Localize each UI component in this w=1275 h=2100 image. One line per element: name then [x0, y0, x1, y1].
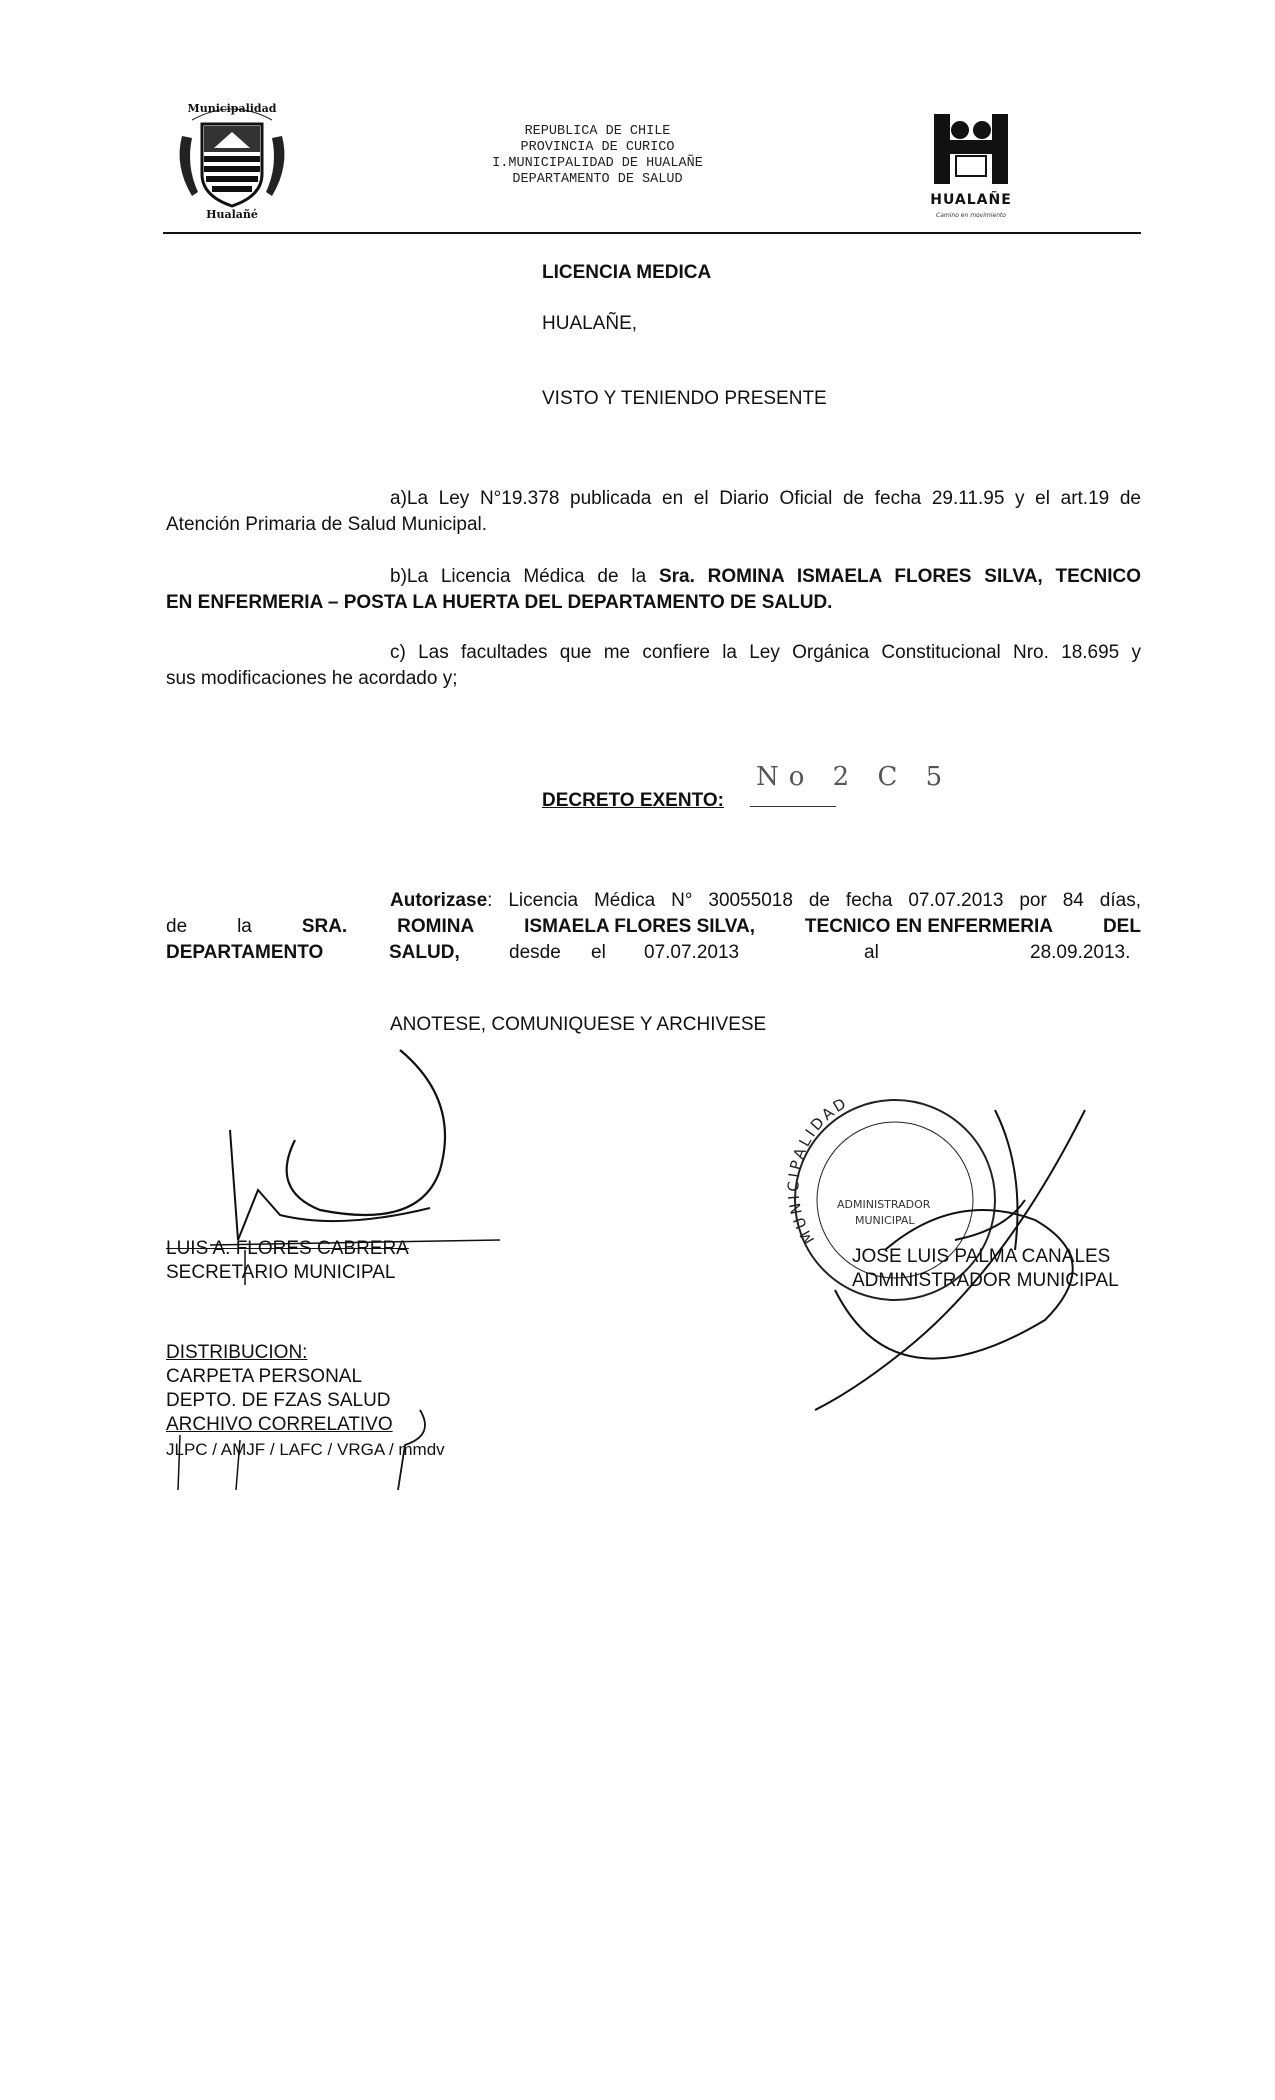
distribution-heading: DISTRIBUCION: [166, 1342, 308, 1363]
paragraph-b-prefix: b)La Licencia Médica de la [390, 566, 647, 587]
decreto-number-line [750, 806, 836, 807]
left-signer-name: LUIS A. FLORES CABRERA [166, 1238, 409, 1259]
left-handwritten-signature [200, 1040, 540, 1300]
paragraph-a-line2: Atención Primaria de Salud Municipal. [166, 514, 488, 535]
paragraph-c-line1: c) Las facultades que me confiere la Ley Orgánica Constitucional Nro. 18.695 y [390, 642, 1141, 663]
stamp-line1: ADMINISTRADOR [837, 1198, 931, 1211]
line3-departamento: DEPARTAMENTO [166, 942, 324, 963]
paragraph-c-line2: sus modificaciones he acordado y; [166, 668, 458, 689]
document-title: LICENCIA MEDICA [542, 262, 712, 283]
line2-name: ISMAELA FLORES SILVA, [524, 916, 755, 937]
right-signer-title: ADMINISTRADOR MUNICIPAL [852, 1270, 1119, 1291]
logo-tagline: Camino en movimiento [936, 212, 1006, 219]
distribution-item-archivo: ARCHIVO CORRELATIVO [166, 1414, 393, 1435]
distribution-item-carpeta: CARPETA PERSONAL [166, 1366, 363, 1387]
distribution-item-depto: DEPTO. DE FZAS SALUD [166, 1390, 391, 1411]
stamp-line2: MUNICIPAL [855, 1214, 915, 1227]
line3-al: al [864, 942, 879, 963]
org-line-department: DEPARTAMENTO DE SALUD [512, 172, 683, 187]
closing-line: ANOTESE, COMUNIQUESE Y ARCHIVESE [390, 1014, 767, 1035]
hualane-logo [912, 108, 1030, 220]
line3-salud: SALUD, [389, 942, 460, 963]
line3-el: el [591, 942, 606, 963]
header-divider [163, 232, 1141, 234]
org-line-country: REPUBLICA DE CHILE [524, 124, 671, 139]
crest-top-text: Municipalidad [187, 102, 277, 115]
municipal-crest-logo [174, 96, 290, 220]
logo-name: HUALAÑE [930, 192, 1012, 208]
place-line: HUALAÑE, [542, 313, 638, 334]
line3-end-date: 28.09.2013. [1030, 942, 1131, 963]
org-line-province: PROVINCIA DE CURICO [520, 140, 675, 155]
line2-position: TECNICO EN ENFERMERIA [804, 916, 1053, 937]
autorizase-line2 [166, 914, 1141, 940]
org-line-municipality: I.MUNICIPALIDAD DE HUALAÑE [492, 156, 703, 171]
line3-start-date: 07.07.2013 [644, 942, 740, 963]
line2-sra: SRA. [301, 916, 348, 937]
stamp-arc-text: MUNICIPALIDAD [784, 1093, 852, 1248]
paragraph-b-employee: Sra. ROMINA ISMAELA FLORES SILVA, TECNICO [658, 566, 1141, 587]
paragraph-b-line1 [390, 564, 1141, 590]
line2-romina: ROMINA [397, 916, 475, 937]
svg-text:MUNICIPALIDAD [784, 1093, 851, 1247]
right-signer-name: JOSE LUIS PALMA CANALES [852, 1246, 1111, 1267]
decreto-number-handwritten: No 2 C 5 [756, 762, 953, 792]
decreto-label: DECRETO EXENTO: [542, 790, 724, 811]
autorizase-rest: : Licencia Médica N° 30055018 de fecha 07.07.2013 por 84 días, [487, 890, 1141, 911]
visto-line: VISTO Y TENIENDO PRESENTE [542, 388, 827, 409]
paragraph-a-line1: a)La Ley N°19.378 publicada en el Diario Oficial de fecha 29.11.95 y el art.19 de [390, 488, 1141, 509]
paragraph-b-line2: EN ENFERMERIA – POSTA LA HUERTA DEL DEPARTAMENTO DE SALUD. [166, 592, 833, 613]
line3-desde: desde [509, 942, 561, 963]
left-signer-title: SECRETARIO MUNICIPAL [166, 1262, 396, 1283]
line2-word-de: de [166, 916, 188, 937]
crest-bottom-text: Hualañé [206, 208, 258, 220]
line2-del: DEL [1102, 916, 1141, 937]
distribution-initials: JLPC / AMJF / LAFC / VRGA / mmdv [166, 1440, 445, 1459]
autorizase-line1 [390, 888, 1141, 914]
line2-word-la: la [237, 916, 252, 937]
header-organization [440, 124, 755, 188]
autorizase-label: Autorizase [390, 890, 488, 911]
